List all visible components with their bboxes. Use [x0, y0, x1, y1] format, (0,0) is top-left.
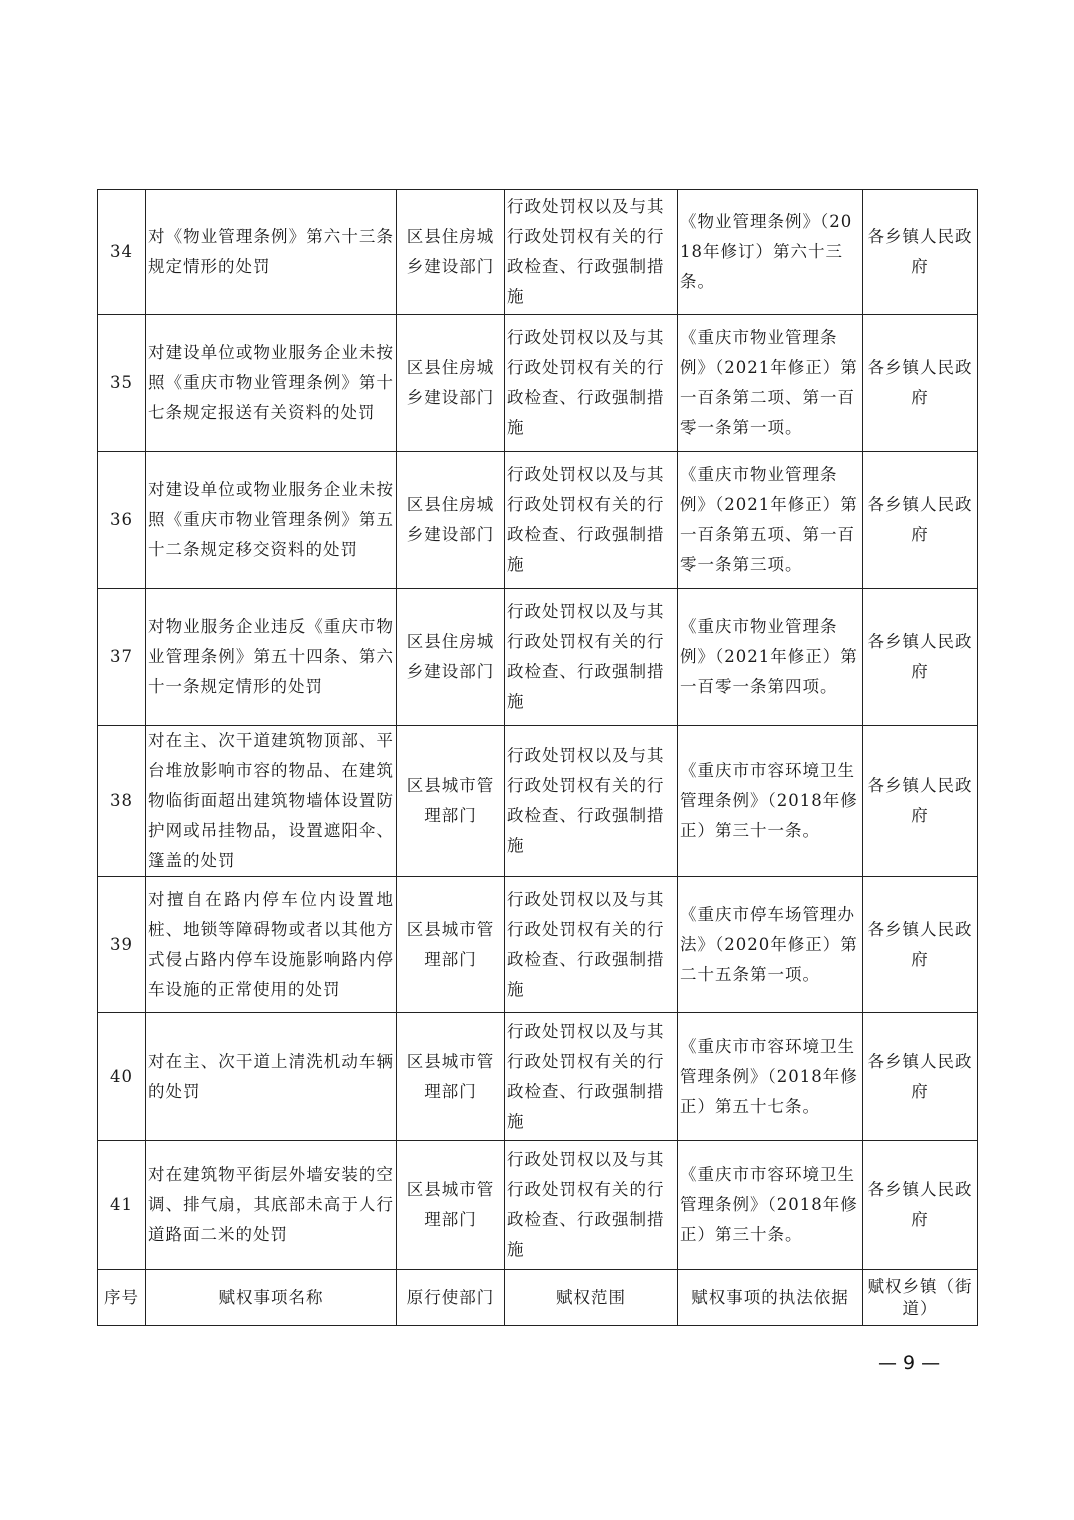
- row-number: 41: [98, 1141, 146, 1270]
- item-name: 对物业服务企业违反《重庆市物业管理条例》第五十四条、第六十一条规定情形的处罚: [146, 589, 397, 726]
- legal-basis: 《重庆市市容环境卫生管理条例》（2018年修正）第五十七条。: [678, 1013, 863, 1141]
- row-number: 40: [98, 1013, 146, 1141]
- original-department: 区县城市管理部门: [397, 1141, 505, 1270]
- authorized-town: 各乡镇人民政府: [863, 190, 978, 315]
- legal-basis: 《重庆市物业管理条例》（2021年修正）第一百条第五项、第一百零一条第三项。: [678, 452, 863, 589]
- legal-basis: 《重庆市停车场管理办法》（2020年修正）第二十五条第一项。: [678, 877, 863, 1013]
- authorization-scope: 行政处罚权以及与其行政处罚权有关的行政检查、行政强制措施: [505, 877, 678, 1013]
- authorization-scope: 行政处罚权以及与其行政处罚权有关的行政检查、行政强制措施: [505, 315, 678, 452]
- item-name: 对建设单位或物业服务企业未按照《重庆市物业管理条例》第五十二条规定移交资料的处罚: [146, 452, 397, 589]
- table-row: [98, 1141, 978, 1270]
- authorized-town: 各乡镇人民政府: [863, 452, 978, 589]
- legal-basis: 《重庆市物业管理条例》（2021年修正）第一百零一条第四项。: [678, 589, 863, 726]
- original-department: 区县住房城乡建设部门: [397, 315, 505, 452]
- table-row: [98, 1013, 978, 1141]
- original-department: 区县城市管理部门: [397, 1013, 505, 1141]
- authorization-scope: 行政处罚权以及与其行政处罚权有关的行政检查、行政强制措施: [505, 452, 678, 589]
- item-name: 对在主、次干道上清洗机动车辆的处罚: [146, 1013, 397, 1141]
- page-number: — 9 —: [878, 1352, 941, 1374]
- table-row: [98, 315, 978, 452]
- table-row: [98, 726, 978, 877]
- table-body: [98, 190, 978, 1326]
- header-number: 序号: [98, 1270, 146, 1326]
- item-name: 对在主、次干道建筑物顶部、平台堆放影响市容的物品、在建筑物临街面超出建筑物墙体设置防护网或吊挂物品，设置遮阳伞、篷盖的处罚: [146, 726, 397, 877]
- row-number: 38: [98, 726, 146, 877]
- authorized-town: 各乡镇人民政府: [863, 1013, 978, 1141]
- table-row: [98, 589, 978, 726]
- item-name: 对建设单位或物业服务企业未按照《重庆市物业管理条例》第十七条规定报送有关资料的处罚: [146, 315, 397, 452]
- table-row: [98, 190, 978, 315]
- table-row: [98, 452, 978, 589]
- authorization-table: [97, 189, 978, 1326]
- legal-basis: 《重庆市市容环境卫生管理条例》（2018年修正）第三十条。: [678, 1141, 863, 1270]
- header-original-department: 原行使部门: [397, 1270, 505, 1326]
- row-number: 36: [98, 452, 146, 589]
- authorized-town: 各乡镇人民政府: [863, 589, 978, 726]
- header-item-name: 赋权事项名称: [146, 1270, 397, 1326]
- authorized-town: 各乡镇人民政府: [863, 726, 978, 877]
- authorization-scope: 行政处罚权以及与其行政处罚权有关的行政检查、行政强制措施: [505, 1141, 678, 1270]
- authorization-scope: 行政处罚权以及与其行政处罚权有关的行政检查、行政强制措施: [505, 726, 678, 877]
- legal-basis: 《物业管理条例》（2018年修订）第六十三条。: [678, 190, 863, 315]
- authorized-town: 各乡镇人民政府: [863, 1141, 978, 1270]
- header-legal-basis: 赋权事项的执法依据: [678, 1270, 863, 1326]
- original-department: 区县城市管理部门: [397, 877, 505, 1013]
- authorized-town: 各乡镇人民政府: [863, 315, 978, 452]
- authorization-scope: 行政处罚权以及与其行政处罚权有关的行政检查、行政强制措施: [505, 1013, 678, 1141]
- row-number: 37: [98, 589, 146, 726]
- item-name: 对擅自在路内停车位内设置地桩、地锁等障碍物或者以其他方式侵占路内停车设施影响路内停车设施的正常使用的处罚: [146, 877, 397, 1013]
- header-authorization-scope: 赋权范围: [505, 1270, 678, 1326]
- table-header-row: [98, 1270, 978, 1326]
- item-name: 对在建筑物平街层外墙安装的空调、排气扇，其底部未高于人行道路面二米的处罚: [146, 1141, 397, 1270]
- legal-basis: 《重庆市物业管理条例》（2021年修正）第一百条第二项、第一百零一条第一项。: [678, 315, 863, 452]
- authorized-town: 各乡镇人民政府: [863, 877, 978, 1013]
- original-department: 区县住房城乡建设部门: [397, 190, 505, 315]
- table-row: [98, 877, 978, 1013]
- authorization-scope: 行政处罚权以及与其行政处罚权有关的行政检查、行政强制措施: [505, 190, 678, 315]
- row-number: 35: [98, 315, 146, 452]
- row-number: 34: [98, 190, 146, 315]
- authorization-scope: 行政处罚权以及与其行政处罚权有关的行政检查、行政强制措施: [505, 589, 678, 726]
- original-department: 区县住房城乡建设部门: [397, 589, 505, 726]
- header-authorized-town: 赋权乡镇（街道）: [863, 1270, 978, 1326]
- item-name: 对《物业管理条例》第六十三条规定情形的处罚: [146, 190, 397, 315]
- row-number: 39: [98, 877, 146, 1013]
- original-department: 区县城市管理部门: [397, 726, 505, 877]
- original-department: 区县住房城乡建设部门: [397, 452, 505, 589]
- legal-basis: 《重庆市市容环境卫生管理条例》（2018年修正）第三十一条。: [678, 726, 863, 877]
